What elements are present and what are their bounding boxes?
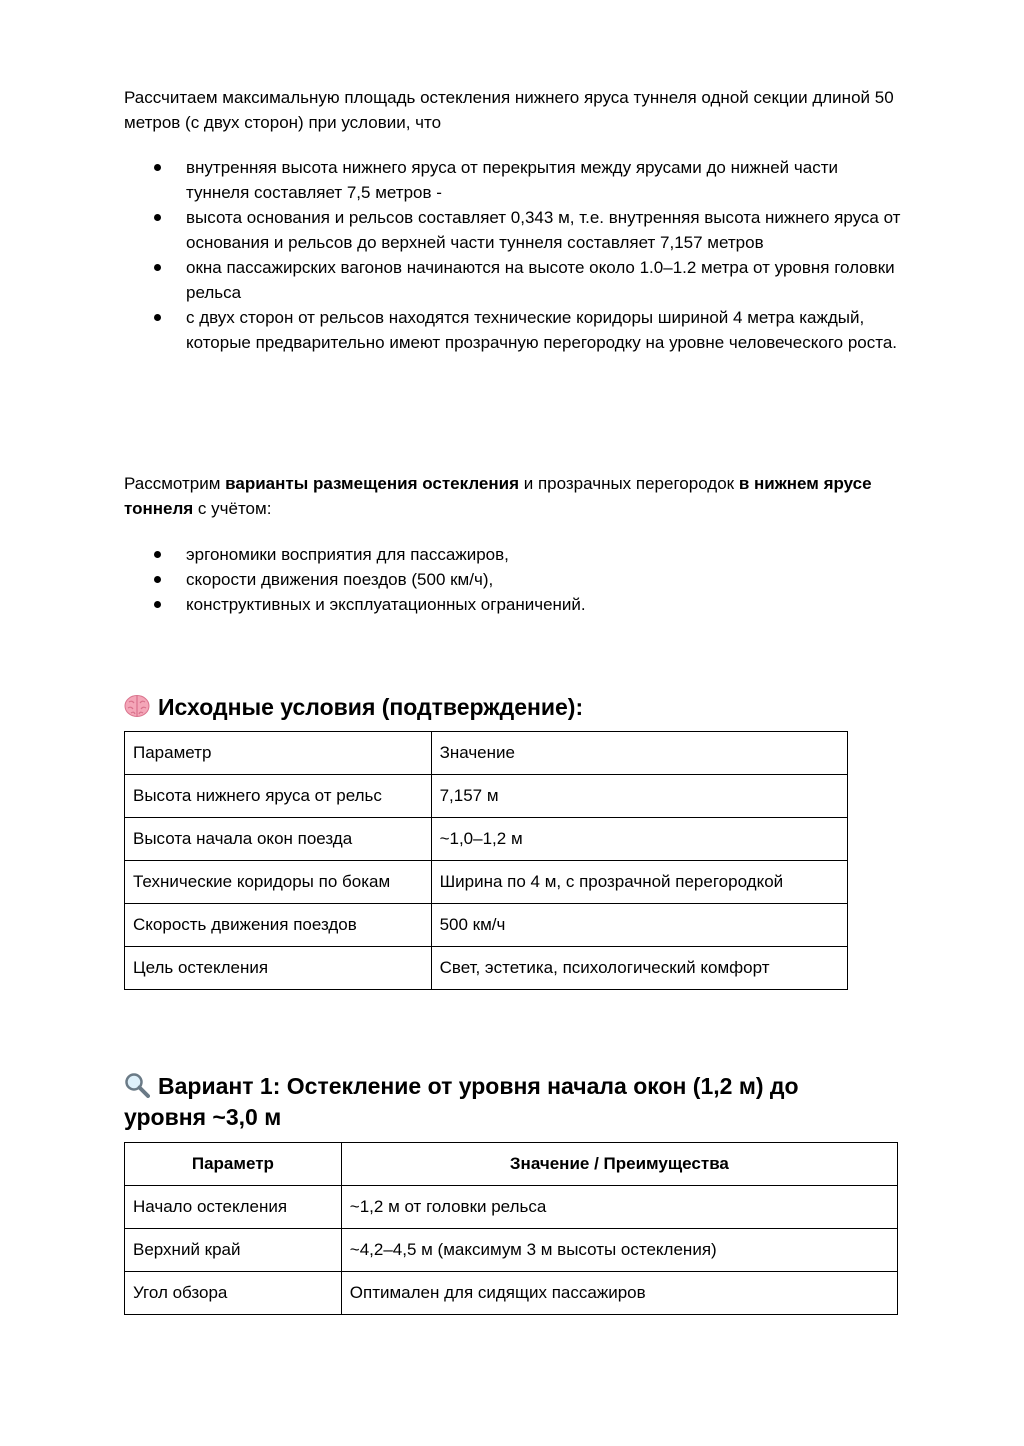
text-span: и прозрачных перегородок <box>519 474 739 493</box>
table-row <box>125 1229 898 1272</box>
table-row <box>125 1186 898 1229</box>
list-item: внутренняя высота нижнего яруса от перекрытия между ярусами до нижней части туннеля составляет 7,5 метров - <box>124 155 904 205</box>
table-row <box>125 1272 898 1315</box>
list-item: скорости движения поездов (500 км/ч), <box>124 567 904 592</box>
table-cell: 500 км/ч <box>431 904 847 947</box>
table-header-cell: Параметр <box>125 1143 342 1186</box>
section-title: Вариант 1: Остекление от уровня начала окон (1,2 м) до уровня ~3,0 м <box>124 1073 799 1130</box>
magnifier-icon <box>124 1072 150 1098</box>
table-cell: 7,157 м <box>431 775 847 818</box>
table-row <box>125 775 848 818</box>
table-cell: Технические коридоры по бокам <box>125 861 432 904</box>
text-span: Рассмотрим <box>124 474 226 493</box>
table-cell: ~1,2 м от головки рельса <box>341 1186 897 1229</box>
list-item: окна пассажирских вагонов начинаются на высоте около 1.0–1.2 метра от уровня головки рельса <box>124 255 904 305</box>
table-cell: ~1,0–1,2 м <box>431 818 847 861</box>
table-cell: Значение <box>431 732 847 775</box>
bold-text: варианты размещения остекления <box>225 474 520 493</box>
list-item: высота основания и рельсов составляет 0,343 м, т.е. внутренняя высота нижнего яруса от основания и рельсов до верхней части туннеля составляет 7,157 метров <box>124 205 904 255</box>
brain-icon <box>124 693 150 719</box>
table-cell: Скорость движения поездов <box>125 904 432 947</box>
intro-bullet-list <box>124 155 904 355</box>
list-item: конструктивных и эксплуатационных ограничений. <box>124 592 904 617</box>
table-header-row <box>125 1143 898 1186</box>
list-item: эргономики восприятия для пассажиров, <box>124 542 904 567</box>
variants-intro-paragraph <box>124 471 904 521</box>
table-header-cell: Значение / Преимущества <box>341 1143 897 1186</box>
intro-paragraph: Рассчитаем максимальную площадь остекления нижнего яруса туннеля одной секции длиной 50 метров (с двух сторон) при условии, что <box>124 88 894 132</box>
table-cell: Высота начала окон поезда <box>125 818 432 861</box>
initial-conditions-table <box>124 731 848 990</box>
table-row <box>125 947 848 990</box>
section-heading-initial-conditions <box>124 692 904 723</box>
table-cell: Начало остекления <box>125 1186 342 1229</box>
table-cell: Верхний край <box>125 1229 342 1272</box>
text-span: с учётом: <box>193 499 272 518</box>
variants-bullet-list <box>124 542 904 617</box>
table-cell: Высота нижнего яруса от рельс <box>125 775 432 818</box>
section-heading-variant-1 <box>124 1071 864 1133</box>
list-item: с двух сторон от рельсов находятся технические коридоры шириной 4 метра каждый, которые предварительно имеют прозрачную перегородку на уровне человеческого роста. <box>124 305 904 355</box>
table-cell: Цель остекления <box>125 947 432 990</box>
table-cell: Свет, эстетика, психологический комфорт <box>431 947 847 990</box>
table-cell: Параметр <box>125 732 432 775</box>
table-cell: Ширина по 4 м, с прозрачной перегородкой <box>431 861 847 904</box>
table-row <box>125 818 848 861</box>
table-row <box>125 904 848 947</box>
bold-text: в нижнем ярусе тоннеля <box>124 474 872 518</box>
section-title: Исходные условия (подтверждение): <box>158 694 584 720</box>
table-row <box>125 861 848 904</box>
table-cell: Угол обзора <box>125 1272 342 1315</box>
variant-1-table <box>124 1142 898 1315</box>
table-cell: Оптимален для сидящих пассажиров <box>341 1272 897 1315</box>
table-cell: ~4,2–4,5 м (максимум 3 м высоты остекления) <box>341 1229 897 1272</box>
table-header-row <box>125 732 848 775</box>
